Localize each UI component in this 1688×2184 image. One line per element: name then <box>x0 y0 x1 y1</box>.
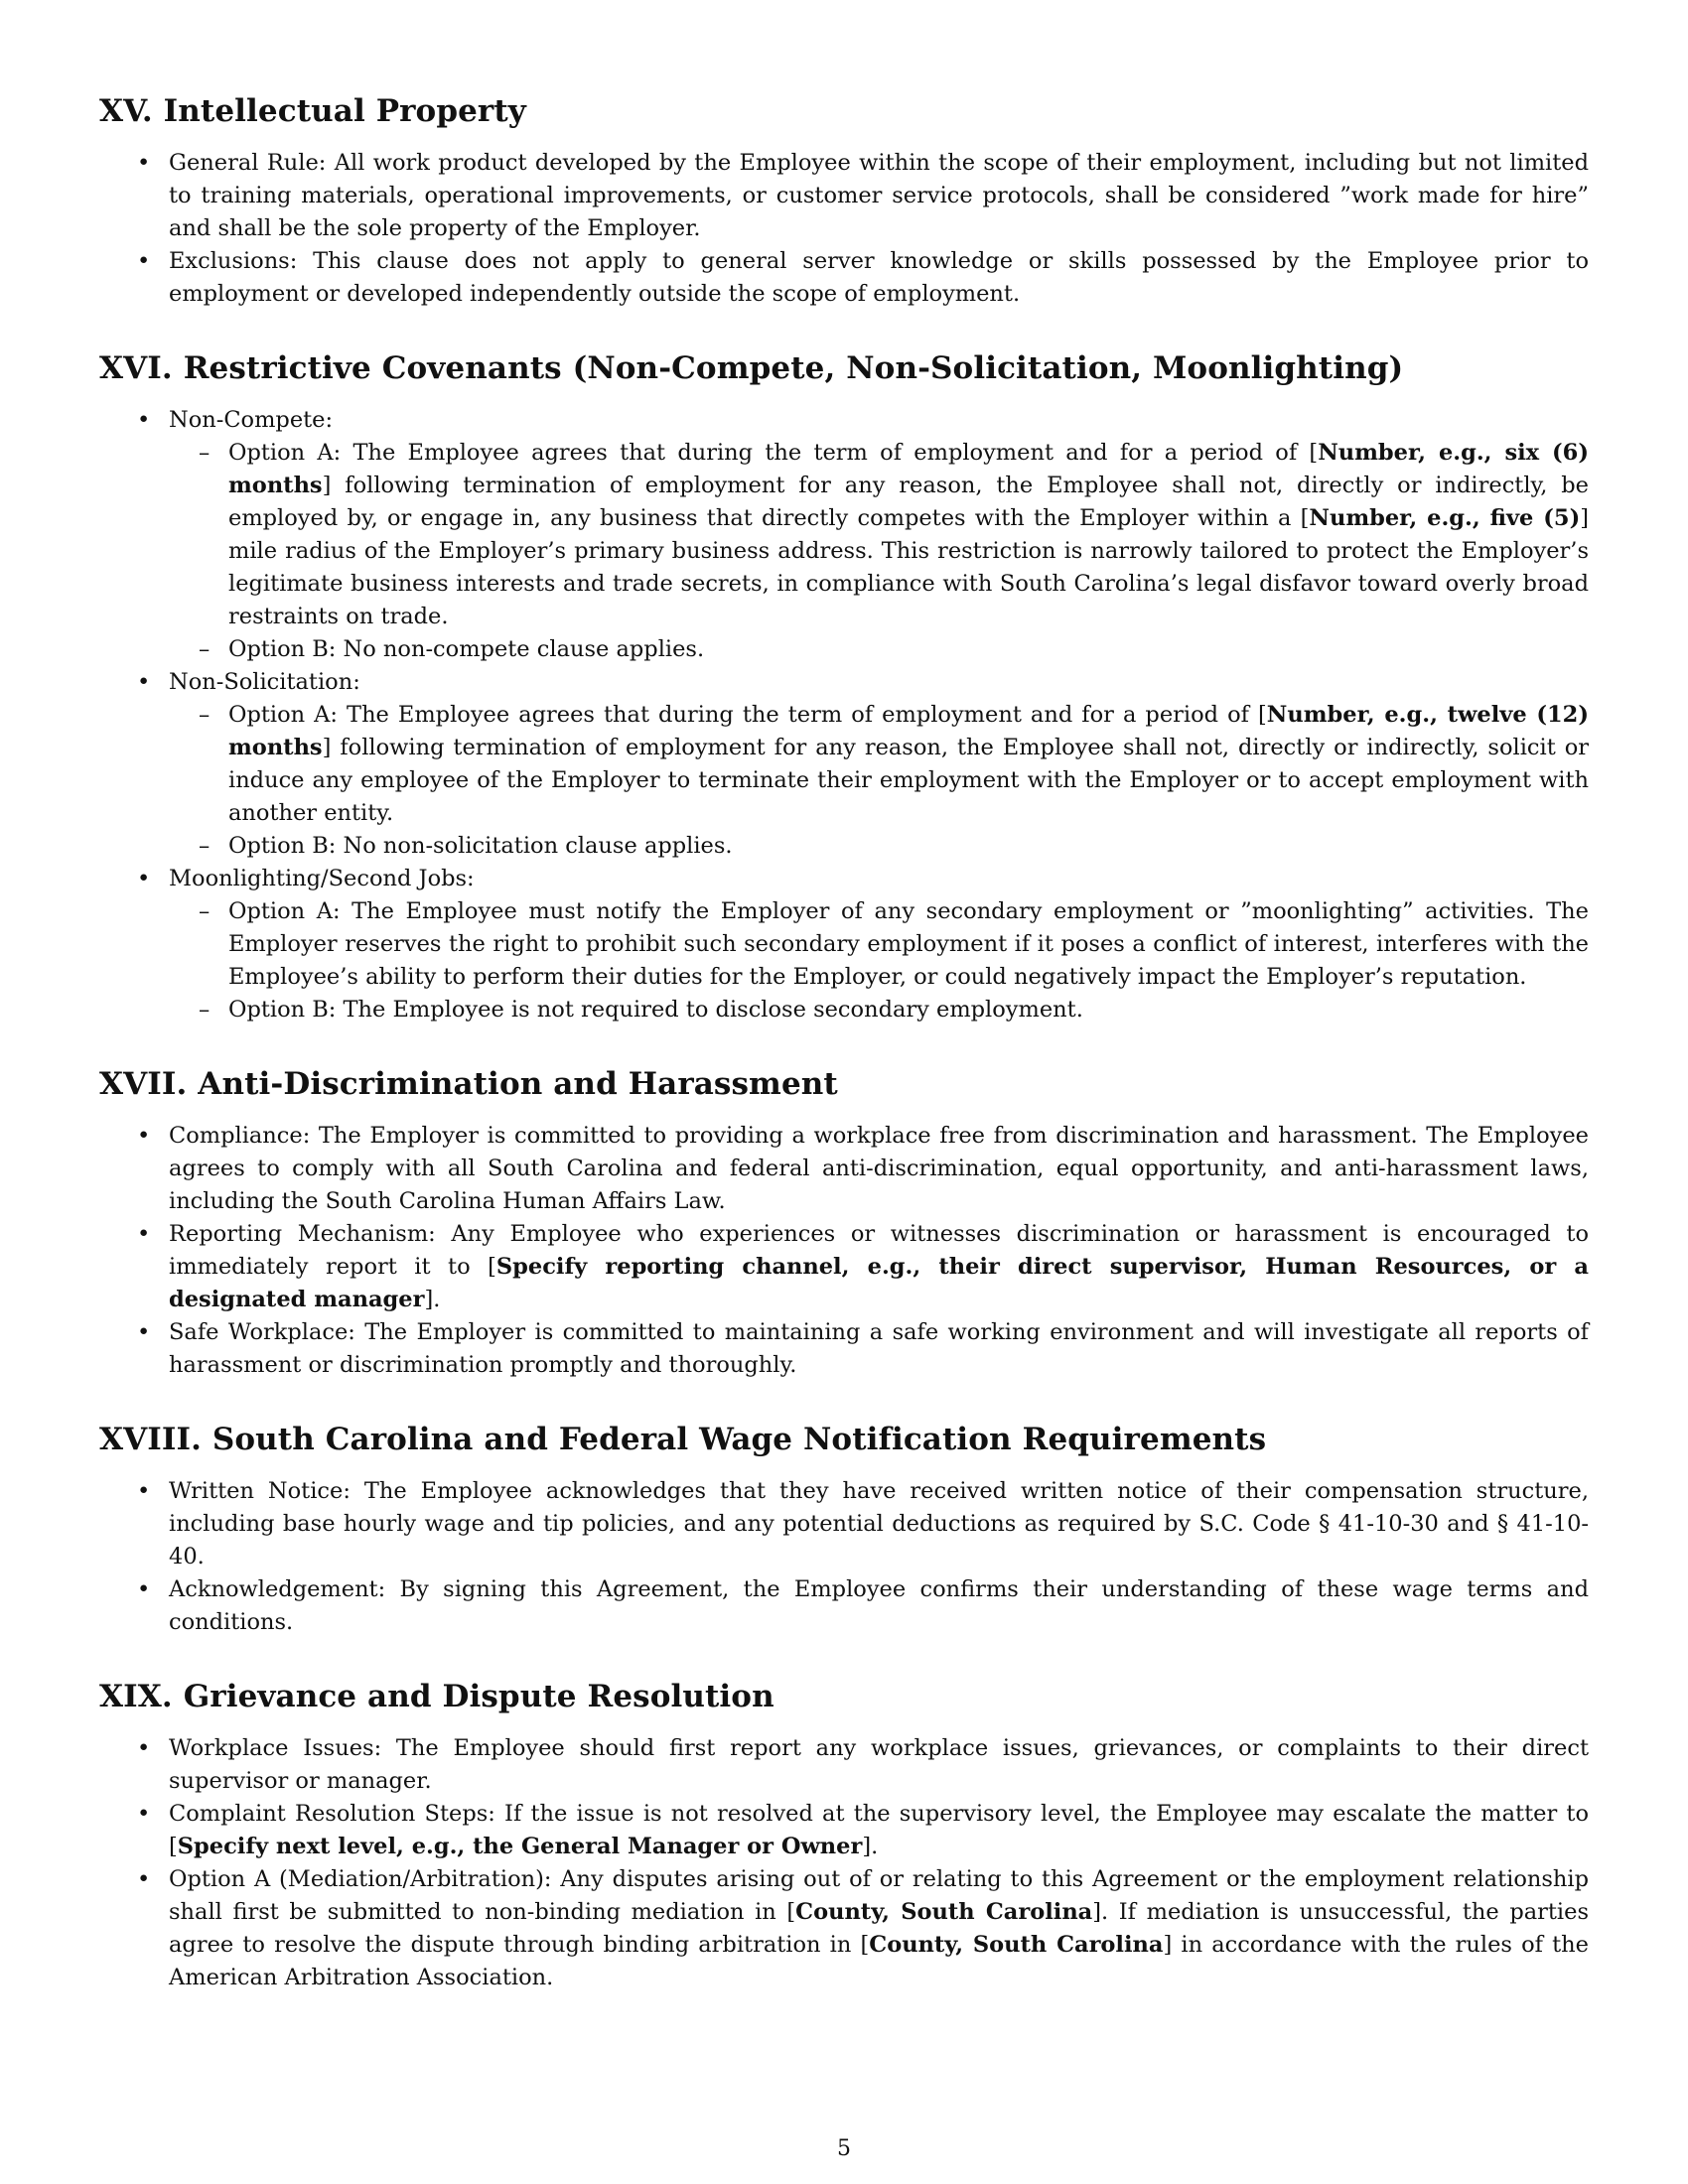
dash-icon: – <box>199 702 211 728</box>
bullet-icon: • <box>137 1576 151 1602</box>
placeholder-text: County, South Carolina <box>795 1899 1093 1925</box>
sub-item-option-b <box>169 830 1589 863</box>
placeholder-text: Number, e.g., six (6) months <box>228 440 1589 498</box>
document-page <box>99 91 1589 2032</box>
item-text: Option A: The Employee must notify the Employer of any secondary employment or ”moonlighting” activities. The Employer reserves the right to prohibit such secondary employment if it poses a conflict of interest, interferes with the Employee’s ability to perform their duties for the Employer, or could negatively impact the Employer’s reputation. <box>228 898 1589 990</box>
section-heading: XIX. Grievance and Dispute Resolution <box>99 1679 774 1714</box>
section-grievance <box>99 1677 1589 1994</box>
item-text: Acknowledgement: By signing this Agreement, the Employee confirms their understanding of these wage terms and conditions. <box>169 1576 1589 1635</box>
sub-item-option-a <box>169 699 1589 830</box>
item-text: Written Notice: The Employee acknowledges that they have received written notice of their compensation structure, including base hourly wage and tip policies, and any potential deductions as required by S.C. Code § 41-10-30 and § 41-10-40. <box>169 1478 1589 1570</box>
list-item <box>99 1798 1589 1863</box>
section-heading: XV. Intellectual Property <box>99 93 526 129</box>
item-text: Exclusions: This clause does not apply to general server knowledge or skills possessed by the Employee prior to employment or developed independently outside the scope of employment. <box>169 248 1589 307</box>
dash-icon: – <box>199 833 211 859</box>
section-wage-notification <box>99 1420 1589 1639</box>
bullet-icon: • <box>137 407 151 433</box>
sub-item-option-a <box>169 437 1589 633</box>
item-text: Option A (Mediation/Arbitration): Any disputes arising out of or relating to this Agreement or the employment relationship shall first be submitted to non-binding mediation in [ <box>169 1866 1589 1925</box>
sub-list <box>169 437 1589 666</box>
bullet-icon: • <box>137 1801 151 1827</box>
item-text: Complaint Resolution Steps: If the issue is not resolved at the supervisory level, the Employee may escalate the matter to [ <box>169 1801 1589 1859</box>
list-item <box>99 1218 1589 1316</box>
bullet-icon: • <box>137 1478 151 1504</box>
section-anti-discrimination <box>99 1064 1589 1382</box>
item-text: ]. If mediation is unsuccessful, the parties agree to resolve the dispute through binding arbitration in [ <box>169 1899 1589 1958</box>
item-text: General Rule: All work product developed by the Employee within the scope of their employment, including but not limited to training materials, operational improvements, or customer service protocols, shall be considered ”work made for hire” and shall be the sole property of the Employer. <box>169 150 1589 241</box>
list-item <box>99 245 1589 311</box>
list-item-moonlighting <box>99 863 1589 1026</box>
bullet-icon: • <box>137 669 151 695</box>
list-item-non-solicitation <box>99 666 1589 863</box>
dash-icon: – <box>199 440 211 466</box>
list-item <box>99 1120 1589 1218</box>
section-heading: XVI. Restrictive Covenants (Non-Compete, Non-Solicitation, Moonlighting) <box>99 350 1404 386</box>
item-text: Option B: The Employee is not required to disclose secondary employment. <box>228 997 1083 1023</box>
placeholder-text: County, South Carolina <box>869 1932 1164 1958</box>
sub-item-option-b <box>169 633 1589 666</box>
dash-icon: – <box>199 997 211 1023</box>
item-text: ] following termination of employment for any reason, the Employee shall not, directly or indirectly, solicit or induce any employee of the Employer to terminate their employment with the Employer or to accept employment with another entity. <box>228 735 1589 826</box>
item-text: Option A: The Employee agrees that during the term of employment and for a period of [ <box>228 702 1267 728</box>
item-text: Option B: No non-solicitation clause applies. <box>228 833 733 859</box>
sub-item-option-b <box>169 994 1589 1026</box>
list-item-non-compete <box>99 404 1589 666</box>
section-restrictive-covenants <box>99 348 1589 1026</box>
item-text: ] mile radius of the Employer’s primary business address. This restriction is narrowly tailored to protect the Employer’s legitimate business interests and trade secrets, in compliance with South Carolina’s legal disfavor toward overly broad restraints on trade. <box>228 505 1589 629</box>
item-text: ] in accordance with the rules of the American Arbitration Association. <box>169 1932 1589 1990</box>
placeholder-text: Specify reporting channel, e.g., their direct supervisor, Human Resources, or a designated manager <box>169 1254 1589 1312</box>
item-text: ]. <box>862 1834 879 1859</box>
page-number: 5 <box>837 2136 851 2161</box>
placeholder-text: Specify next level, e.g., the General Manager or Owner <box>177 1834 863 1859</box>
item-text: ]. <box>424 1287 441 1312</box>
list-item <box>99 1316 1589 1382</box>
bullet-icon: • <box>137 1123 151 1149</box>
placeholder-text: Number, e.g., twelve (12) months <box>228 702 1589 760</box>
bullet-list <box>99 1475 1589 1639</box>
item-text: Non-Compete: <box>169 407 334 433</box>
item-text: Option B: No non-compete clause applies. <box>228 636 705 662</box>
sub-list <box>169 699 1589 863</box>
section-heading: XVII. Anti-Discrimination and Harassment <box>99 1066 838 1102</box>
bullet-list <box>99 1732 1589 1994</box>
dash-icon: – <box>199 636 211 662</box>
section-intellectual-property <box>99 91 1589 311</box>
sub-item-option-a <box>169 895 1589 994</box>
item-text: Reporting Mechanism: Any Employee who experiences or witnesses discrimination or harassment is encouraged to immediately report it to [ <box>169 1221 1589 1280</box>
bullet-icon: • <box>137 248 151 274</box>
bullet-list <box>99 1120 1589 1382</box>
item-text: Compliance: The Employer is committed to providing a workplace free from discrimination and harassment. The Employee agrees to comply with all South Carolina and federal anti-discrimination, equal opportunity, and anti-harassment laws, including the South Carolina Human Affairs Law. <box>169 1123 1589 1214</box>
item-text: Moonlighting/Second Jobs: <box>169 866 475 891</box>
item-text: Non-Solicitation: <box>169 669 360 695</box>
item-text: Workplace Issues: The Employee should first report any workplace issues, grievances, or complaints to their direct supervisor or manager. <box>169 1735 1589 1794</box>
bullet-icon: • <box>137 1319 151 1345</box>
bullet-icon: • <box>137 866 151 891</box>
bullet-list <box>99 404 1589 1026</box>
item-text: ] following termination of employment for any reason, the Employee shall not, directly or indirectly, be employed by, or engage in, any business that directly competes with the Employer within a [ <box>228 473 1589 531</box>
bullet-icon: • <box>137 1735 151 1761</box>
list-item <box>99 1863 1589 1994</box>
list-item <box>99 147 1589 245</box>
placeholder-text: Number, e.g., five (5) <box>1309 505 1581 531</box>
bullet-icon: • <box>137 1221 151 1247</box>
item-text: Safe Workplace: The Employer is committed to maintaining a safe working environment and will investigate all reports of harassment or discrimination promptly and thoroughly. <box>169 1319 1589 1378</box>
item-text: Option A: The Employee agrees that during the term of employment and for a period of [ <box>228 440 1319 466</box>
dash-icon: – <box>199 898 211 924</box>
bullet-list <box>99 147 1589 311</box>
list-item <box>99 1475 1589 1573</box>
list-item <box>99 1732 1589 1798</box>
list-item <box>99 1573 1589 1639</box>
bullet-icon: • <box>137 150 151 176</box>
section-heading: XVIII. South Carolina and Federal Wage Notification Requirements <box>99 1422 1267 1457</box>
sub-list <box>169 895 1589 1026</box>
bullet-icon: • <box>137 1866 151 1892</box>
